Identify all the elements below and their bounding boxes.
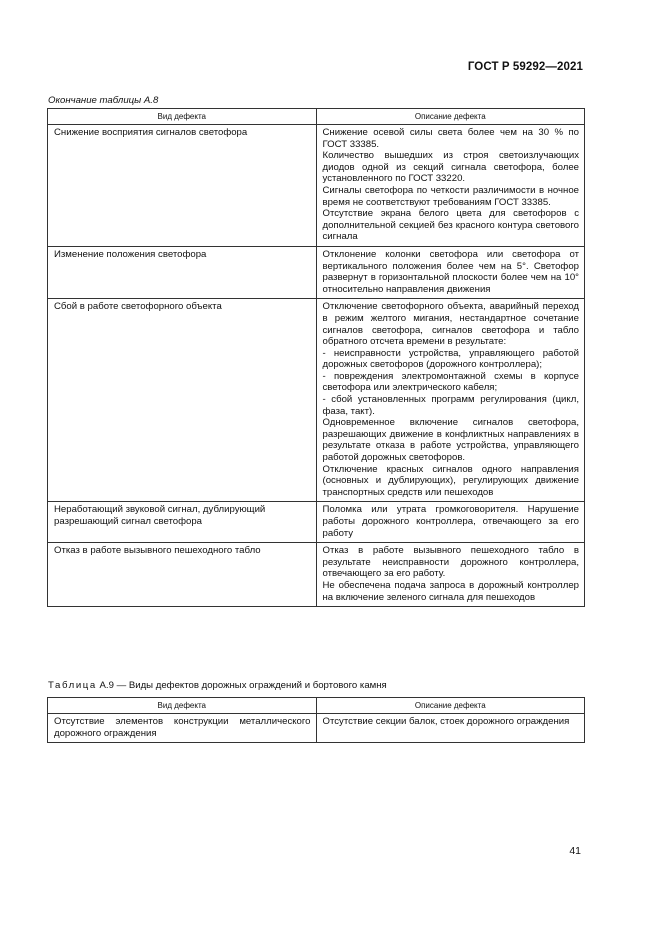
description-line: Сигналы светофора по четкости различимости в ночное время не соответствуют требованиям ГОСТ 33385.	[322, 184, 579, 208]
defect-cell: Неработающий звуковой сигнал, дублирующий разрешающий сигнал светофора	[48, 502, 317, 543]
description-cell	[316, 502, 585, 543]
description-line: Поломка или утрата громкоговорителя. Нарушение работы дорожного контроллера, отвечающего за его работу	[322, 504, 579, 539]
description-cell	[316, 543, 585, 607]
table-header-row	[48, 109, 585, 125]
description-line: Отказ в работе вызывного пешеходного табло в результате неисправности дорожного контроллера, отвечающего за его работу.	[322, 545, 579, 580]
table-header-row	[48, 698, 585, 714]
description-cell	[316, 714, 585, 743]
table-a9-caption	[48, 680, 387, 691]
defect-cell: Отсутствие элементов конструкции металлического дорожного ограждения	[48, 714, 317, 743]
column-header-description: Описание дефекта	[316, 698, 585, 714]
table-row	[48, 299, 585, 502]
description-cell	[316, 299, 585, 502]
table-row	[48, 246, 585, 298]
description-cell	[316, 125, 585, 247]
table-caption-text: А.9 — Виды дефектов дорожных ограждений и бортового камня	[99, 680, 387, 691]
table-row	[48, 125, 585, 247]
description-line: Отключение светофорного объекта, аварийный переход в режим желтого мигания, нестандартное сочетание сигналов светофора, сигналов светофора и табло обратного отсчета времени в результате:	[322, 301, 579, 348]
description-line: Отсутствие экрана белого цвета для светофоров с дополнительной секцией без красного контура светового сигнала	[322, 208, 579, 243]
description-cell	[316, 246, 585, 298]
defect-cell: Снижение восприятия сигналов светофора	[48, 125, 317, 247]
defect-cell: Сбой в работе светофорного объекта	[48, 299, 317, 502]
description-line: Снижение осевой силы света более чем на 30 % по ГОСТ 33385.	[322, 127, 579, 150]
table-caption-label: Таблица	[48, 680, 97, 691]
description-line: Количество вышедших из строя светоизлучающих диодов одной из секций сигнала светофора, более установленного по ГОСТ 33220.	[322, 150, 579, 185]
page-number: 41	[569, 845, 581, 857]
column-header-defect: Вид дефекта	[48, 698, 317, 714]
description-line: Отклонение колонки светофора или светофора от вертикального положения более чем на 5°. Светофор развернут в горизонтальной плоскости более чем на 10° относительно направления движения	[322, 248, 579, 295]
description-line: Отсутствие секции балок, стоек дорожного ограждения	[322, 716, 570, 727]
defects-table-a9	[47, 697, 585, 743]
table-continuation-caption: Окончание таблицы А.8	[48, 95, 159, 106]
description-line: - повреждения электромонтажной схемы в корпусе светофора или электрического кабеля;	[322, 370, 579, 394]
description-line: - неисправности устройства, управляющего работой дорожных светофоров (дорожного контроллера);	[322, 347, 579, 371]
table-row	[48, 543, 585, 607]
defect-cell: Изменение положения светофора	[48, 246, 317, 298]
defect-cell: Отказ в работе вызывного пешеходного табло	[48, 543, 317, 607]
description-line: Не обеспечена подача запроса в дорожный контроллер на включение зеленого сигнала для пешеходов	[322, 579, 579, 603]
document-standard-code: ГОСТ Р 59292—2021	[467, 61, 583, 73]
description-line: Отключение красных сигналов одного направления (основных и дублирующих), регулирующих движение транспортных средств или пешеходов	[322, 463, 579, 498]
description-line: - сбой установленных программ регулирования (цикл, фаза, такт).	[322, 394, 579, 417]
table-row	[48, 502, 585, 543]
column-header-description: Описание дефекта	[316, 109, 585, 125]
description-line: Одновременное включение сигналов светофора, разрешающих движение в конфликтных направлениях в результате отказа в работе устройства, управляющего работой дорожных светофоров.	[322, 417, 579, 464]
table-row	[48, 714, 585, 743]
column-header-defect: Вид дефекта	[48, 109, 317, 125]
defects-table-a8	[47, 108, 585, 607]
